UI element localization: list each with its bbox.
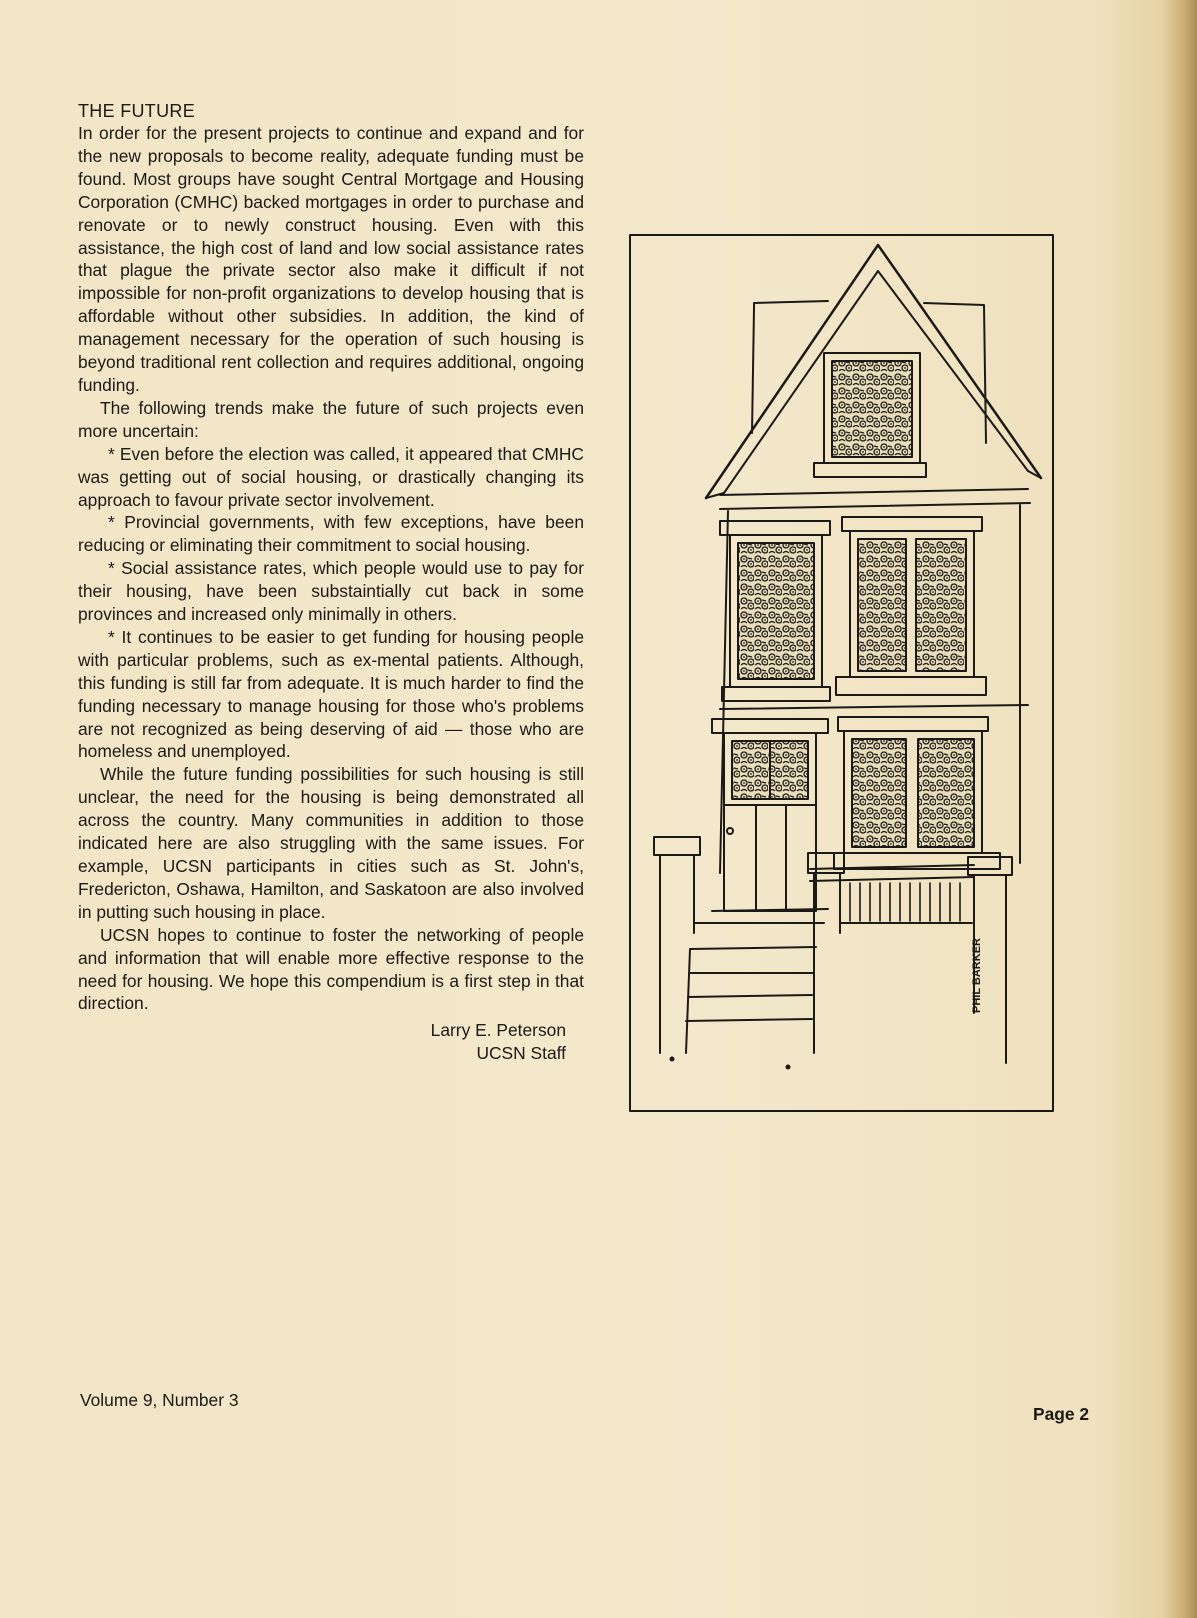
bullet-provincial: * Provincial governments, with few exceptions, have been reducing or eliminating their commitment to social housing. xyxy=(78,512,584,556)
bullet-funding-ease: * It continues to be easier to get funding for housing people with particular problems, such as ex-mental patients. Although, this funding is still far from adequate. It is much harder to find the funding necessary to manage housing for those who's problems are not recognized as being deserving of aid — those who are homeless and unemployed. xyxy=(78,626,584,762)
paragraph-funding: In order for the present projects to continue and expand and for the new proposals to become reality, adequate funding must be found. Most groups have sought Central Mortgage and Housing Corporation (CMHC) backed mortgages in order to purchase and renovate or to newly construct housing. Even with this assistance, the high cost of land and low social assistance rates that plague the private sector also make it difficult if not impossible for non-profit organizations to develop housing that is affordable without other subsidies. In addition, the kind of management necessary for the operation of such housing is beyond traditional rent collection and requires additional, ongoing funding. xyxy=(78,123,584,395)
binding-shadow xyxy=(1163,0,1197,1618)
artist-signature: PHIL BARKER xyxy=(971,938,983,1013)
section-heading: THE FUTURE xyxy=(78,101,195,121)
house-illustration xyxy=(628,233,1055,1113)
bullet-cmhc: * Even before the election was called, it appeared that CMHC was getting out of social housing, or drastically changing its approach to favour private sector involvement. xyxy=(78,443,584,510)
article-column xyxy=(78,100,584,1065)
bullet-assistance-rates: * Social assistance rates, which people would use to pay for their housing, have been substaintially cut back in some provinces and increased only minimally in others. xyxy=(78,558,584,625)
paragraph-trends-intro: The following trends make the future of such projects even more uncertain: xyxy=(78,397,584,441)
issue-label: Volume 9, Number 3 xyxy=(80,1390,239,1410)
paragraph-need: While the future funding possibilities for such housing is still unclear, the need for the housing is being demonstrated all across the country. Many communities in addition to those indicated here are also struggling with the same issues. For example, UCSN participants in cities such as St. John's, Fredericton, Oshawa, Hamilton, and Saskatoon are also involved in putting such housing in place. xyxy=(78,764,584,922)
author-name: Larry E. Peterson xyxy=(430,1020,566,1041)
author-signature xyxy=(78,1019,584,1065)
author-role: UCSN Staff xyxy=(476,1043,566,1064)
page-number: Page 2 xyxy=(1033,1404,1090,1424)
paragraph-ucsn-hopes: UCSN hopes to continue to foster the networking of people and information that will enable more effective response to the need for housing. We hope this compendium is a first step in that direction. xyxy=(78,924,584,1014)
